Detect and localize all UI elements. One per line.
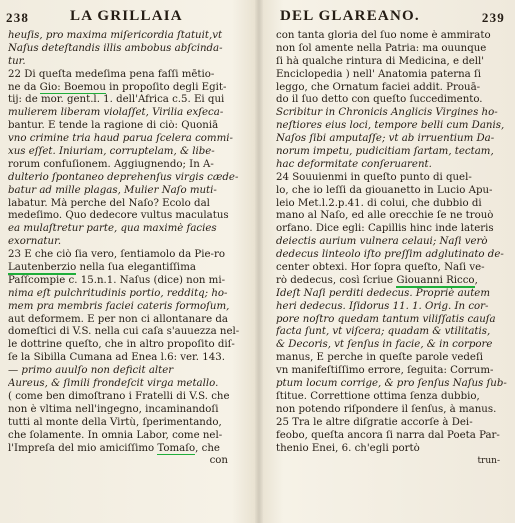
text-line [8,275,248,288]
text-line [276,443,508,456]
text-line [276,94,508,107]
line-text: nima eſt pulchritudinis portio, redditq; ho- [8,287,228,299]
text-line [276,43,508,56]
line-text: dulterio ſpontaneo deprehenſus virgis cæde- [8,171,239,183]
text-line [276,146,508,159]
page-number-left: 238 [6,10,30,25]
text-line [276,159,508,172]
text-segment: ne da [8,81,40,93]
text-line [276,133,508,146]
text-line [276,262,508,275]
text-line [276,185,508,198]
text-line [8,288,248,301]
text-line [276,249,508,262]
line-text: non potendo riſpondere il ſenſus, à manus. [276,403,497,415]
text-line [276,326,508,339]
line-text: hac deformitate conſeruarent. [276,158,432,170]
underlined-name: Lautenberzio [8,262,77,274]
text-line [8,146,248,159]
line-text: dedecus linteolo iſto preſſim adglutinato de- [276,249,504,261]
line-text: mano al Naſo, ed alle orecchie ſe ne trouò [276,210,494,222]
line-text: che ſolamente. In omnia Labor, come nel- [8,429,223,441]
left-page-header [0,6,256,28]
line-text: rorum confuſionem. Aggiugnendo; In A- [8,158,214,170]
line-text: labatur. Mà perche del Naſo? Ecolo dal [8,197,210,209]
text-line [276,82,508,95]
line-text: tur. [8,55,26,67]
text-line [8,236,248,249]
line-text: manus, E perche in queſte parole vedeſi [276,352,483,364]
line-text: — primo auulſo non deficit alter [8,365,174,377]
right-page-header [262,6,515,28]
text-segment: , [474,274,478,286]
line-text: 23 E che ciò ſia vero, ſentiamolo da Pie-ro [8,249,225,261]
text-line [276,210,508,223]
catchword: trun- [477,456,500,467]
text-line [276,314,508,327]
text-line [8,56,248,69]
text-segment: , che [195,442,220,454]
line-text: Ideſt Naſi perditi dedecus. Propriè autem [276,287,490,299]
text-line [8,430,248,443]
text-line [276,223,508,236]
text-line [276,56,508,69]
line-text: Paſſcompie c. 15.n.1. Naſus (dice) non mi- [8,274,226,286]
line-text: bantur. E tende la ragione di ciò: Quoniā [8,120,219,132]
text-line [8,365,248,378]
line-text: Aureus, & ſimili frondeſcit virga metallo. [8,378,219,390]
text-segment: rò dedecus, così ſcriue [276,274,397,286]
text-line [276,69,508,82]
text-line [8,43,248,56]
text-line [276,301,508,314]
text-segment: in propoſito degli Egit- [105,81,227,93]
line-text: Naſos ſibi amputaſſe; vt ab irruentium Da- [276,133,495,145]
line-text: thenio Enei, 6. ch'egli portò [276,442,420,454]
line-text: vno crimine tria haud parua ſcelera commi- [8,133,233,145]
text-line [8,210,248,223]
text-line [8,352,248,365]
line-text: Naſus deteſtandis illis ambobus abſcinda- [8,42,223,54]
text-line [276,30,508,43]
text-line [8,172,248,185]
line-text: ( come ben dimoſtrano i Fratelli di V.S. che [8,390,230,402]
line-text: orfano. Dice egli: Capillis hinc inde lateris [276,223,494,235]
line-text: heuſis, pro maxima miſericordia ſtatuit,vt [8,30,223,41]
line-text: leggo, che Ornatum faciei addit. Prouā- [276,81,481,93]
line-text: 22 Di queſta medeſima pena faſſi mētio- [8,68,215,80]
line-text: neſtiores eius loci, tempore belli cum Danis, [276,120,505,132]
line-text: do il ſuo detto con queſto ſuccedimento. [276,94,483,106]
line-text: ſtitue. Correttione ottima ſenza dubbio, [276,390,480,402]
text-line [8,314,248,327]
text-line [276,430,508,443]
line-text: non è vltima nell'ingegno, incaminandoſi [8,403,219,415]
text-line [276,404,508,417]
running-head-left: LA GRILLAIA [70,8,183,24]
text-line [8,185,248,198]
text-line [276,198,508,211]
line-text: tutti al monte della Virtù, ſperimentando, [8,416,222,428]
text-line [8,391,248,404]
underlined-name: Giouanni Ricco [396,274,475,286]
line-text: exornatur. [8,236,62,248]
text-line [276,288,508,301]
text-line [8,82,248,95]
text-line [276,107,508,120]
line-text: batur ad mille plagas, Mulier Naſo muti- [8,184,217,196]
text-line [8,133,248,146]
line-text: mulierem liberam violaſſet, Virilia exſeca- [8,107,224,119]
text-line [276,120,508,133]
line-text: ea mulaſtretur parte, qua maximè facies [8,223,217,235]
line-text: Enciclopedia ) nell' Anatomia paterna ſi [276,68,481,80]
line-text: ſi hà qualche rintura di Medicina, e dell' [276,55,485,67]
line-text: pore noſtro quedam tantum viliſſatis cauſa [276,313,496,325]
text-line [276,391,508,404]
text-line [8,159,248,172]
text-line [276,365,508,378]
line-text: lo, che io leſſi da giouanetto in Lucio Apu- [276,184,493,196]
page-number-right: 239 [481,10,505,25]
line-text: medeſimo. Quo dedecore vultus maculatus [8,210,229,222]
line-text: deiectis aurium vulnera celaui; Naſi verò [276,236,488,248]
text-line [276,236,508,249]
right-page-text [276,30,508,468]
line-text: ſe la Sibilla Cumana ad Enea l.6: ver. 143. [8,352,225,364]
text-line [8,120,248,133]
text-line [8,262,248,275]
line-text: domeſtici di V.S. nella cui caſa s'auuezza nel- [8,326,240,338]
line-text: leio Met.l.2.p.41. di colui, che dubbio di [276,197,482,209]
line-text: vn manifeſtiſſimo errore, ſeguita: Corrum- [276,365,494,377]
text-line [8,339,248,352]
line-text: norum impetu, pudicitiam ſartam, tectam, [276,146,494,158]
line-text: le dottrine queſto, che in altro propoſito diſ- [8,339,235,351]
underlined-name: Gio: Boemou [39,81,106,93]
line-text: & Decoris, vt ſenſus in facie, & in corpore [276,339,493,351]
text-line [8,94,248,107]
line-text: 24 Souuienmi in queſto punto di quel- [276,171,472,183]
line-text: non ſol amente nella Patria: ma ouunque [276,42,487,54]
line-text: con tanta gloria del ſuo nome è ammirato [276,30,491,41]
text-line [276,275,508,288]
left-page-text [8,30,248,468]
right-page [262,0,515,523]
text-segment: nella ſua elegantiſſima [76,262,196,274]
text-line [8,301,248,314]
line-text: center obtexi. Hor ſopra queſto, Naſi ve- [276,262,485,274]
line-text: feobo, queſta ancora ſi narra dal Poeta Par- [276,429,500,441]
text-line [8,198,248,211]
line-text: ptum locum corrige, & pro ſenſus Naſus ſub- [276,378,507,390]
text-line [8,404,248,417]
left-page [0,0,256,523]
text-line [8,417,248,430]
text-line [276,417,508,430]
text-line [276,352,508,365]
text-line [8,69,248,82]
text-line [8,249,248,262]
text-line [276,339,508,352]
line-text: aut deformem. E per non ci allontanare da [8,313,228,325]
line-text: heri dedecus. Iſidorus 11. 1. Orig. In cor- [276,300,489,312]
underlined-name: Tomaſo [157,442,196,454]
line-text: mem pra membris faciei cateris formoſum, [8,300,230,312]
text-line [8,326,248,339]
line-text: xus eſſet. Iniuriam, corruptelam, & libe- [8,146,215,158]
line-text: facta ſunt, vt viſcera; quadam & vtilitatis, [276,326,491,338]
line-text: Scribitur in Chronicis Anglicis Virgines ho- [276,107,498,119]
text-line [8,30,248,43]
text-segment: l'Impreſa del mio amiciſſimo [8,442,158,454]
text-line [8,443,248,456]
text-line [8,107,248,120]
text-line [276,172,508,185]
running-head-right: DEL GLAREANO. [280,8,420,24]
catchword: con [209,455,228,467]
text-line [8,223,248,236]
line-text: tij: de mor. gent.l. 1. dell'Africa c.5. Ei qui [8,94,225,106]
line-text: 25 Tra le altre diſgratie accorſe à Dei- [276,416,473,428]
text-line [8,378,248,391]
text-line [276,378,508,391]
